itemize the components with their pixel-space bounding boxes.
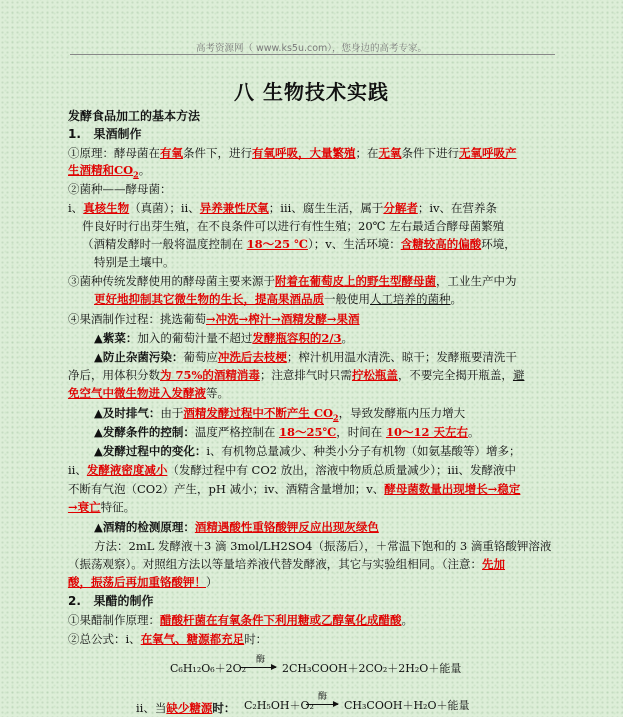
- source-line-1: ③菌种传统发酵使用的酵母菌主要来源于附着在葡萄皮上的野生型酵母菌，工业生产中为: [68, 274, 517, 288]
- equation-1-rhs: 2CH₃COOH＋2CO₂＋2H₂O＋能量: [282, 662, 462, 675]
- strain-line-4: 特别是土壤中。: [94, 255, 175, 269]
- note-detection: ▲酒精的检测原理：酒精遇酸性重铬酸钾反应出现灰绿色: [94, 520, 379, 534]
- method-line-2: （振荡观察）。对照组方法以等量培养液代替发酵液，其它与实验组相同。（注意：先加: [68, 557, 505, 571]
- header-rule: [70, 54, 555, 55]
- process-line: ④果酒制作过程：挑选葡萄→冲洗→榨汁→酒精发酵→果酒: [68, 312, 360, 326]
- method-line-3: 酸，振荡后再加重铬酸钾！）: [68, 575, 218, 589]
- note-contamination-1: ▲防止杂菌污染：葡萄应冲洗后去枝梗；榨汁机用温水清洗、晾干；发酵瓶要清洗干: [94, 350, 517, 364]
- equation-2-condition: ⅱ、当缺少糖源时：: [136, 701, 236, 715]
- note-changes-1: ▲发酵过程中的变化：ⅰ、有机物总量减少、种类小分子有机物（如氨基酸等）增多；: [94, 444, 521, 458]
- equation-1-arrow: [240, 667, 276, 668]
- note-contamination-3: 免空气中微生物进入发酵液等。: [68, 386, 229, 400]
- strain-line-3: （酒精发酵时一般将温度控制在 18～25 ℃）；ⅴ、生活环境：含糖较高的偏酸环境，: [82, 237, 516, 251]
- page-title: 八 生物技术实践: [234, 80, 389, 104]
- principle-line-1: ①原理：酵母菌在有氧条件下，进行有氧呼吸，大量繁殖；在无氧条件下进行无氧呼吸产: [68, 146, 517, 160]
- page-header: 高考资源网（ www.ks5u.com），您身边的高考专家。: [195, 43, 428, 54]
- note-volume: ▲紫菜：加入的葡萄汁量不超过发酵瓶容积的2/3。: [94, 331, 354, 345]
- note-contamination-2: 净后，用体积分数为 75%的酒精消毒；注意排气时只需拧松瓶盖，不要完全揭开瓶盖，避: [68, 368, 525, 382]
- note-changes-3: 不断有气泡（CO2）产生，pH 减小；ⅳ、酒精含量增加；ⅴ、酵母菌数量出现增长→稳定: [68, 482, 521, 496]
- equation-2-arrow: [306, 704, 338, 705]
- equation-1-lhs: C₆H₁₂O₆＋2O₂: [170, 662, 247, 675]
- vinegar-principle: ①果醋制作原理：醋酸杆菌在有氧条件下利用糖或乙醇氧化成醋酸。: [68, 613, 413, 627]
- equation-2-rhs: CH₃COOH＋H₂O＋能量: [344, 699, 470, 712]
- note-conditions: ▲发酵条件的控制：温度严格控制在 18～25℃，时间在 10～12 天左右。: [94, 425, 480, 439]
- principle-line-2: 生酒精和$CO_2$。: [68, 163, 151, 180]
- subsection-wine: 1. 果酒制作: [68, 127, 142, 141]
- note-changes-2: ⅱ、发酵液密度减小（发酵过程中有 CO2 放出，溶液中物质总质量减少）；ⅲ、发酵液中: [68, 463, 516, 477]
- equation-2-catalyst: 酶: [318, 692, 328, 702]
- method-line-1: 方法：2mL 发酵液＋3 滴 3mol/LH2SO4（振荡后），＋常温下饱和的 3 滴重铬酸钾溶液: [94, 539, 552, 553]
- equation-2-lhs: C₂H₅OH＋O₂: [244, 699, 314, 712]
- note-changes-4: →衰亡特征。: [68, 500, 136, 514]
- source-line-2: 更好地抑制其它微生物的生长，提高果酒品质一般使用人工培养的菌种。: [94, 292, 462, 306]
- section-heading: 发酵食品加工的基本方法: [68, 109, 201, 123]
- strain-heading: ②菌种——酵母菌：: [68, 182, 172, 196]
- strain-line-1: ⅰ、真核生物（真菌）；ⅱ、异养兼性厌氧；ⅲ、腐生生活，属于分解者；ⅳ、在营养条: [68, 201, 498, 215]
- formula-heading: ②总公式：ⅰ、在氧气、糖源都充足时：: [68, 632, 268, 646]
- note-venting: ▲及时排气：由于酒精发酵过程中不断产生 $CO_2$，导致发酵瓶内压力增大: [94, 406, 466, 423]
- equation-1-catalyst: 酶: [256, 655, 266, 665]
- subsection-vinegar: 2. 果醋的制作: [68, 594, 154, 608]
- strain-line-2: 件良好时行出芽生殖，在不良条件可以进行有性生殖；20℃ 左右最适合酵母菌繁殖: [82, 219, 505, 233]
